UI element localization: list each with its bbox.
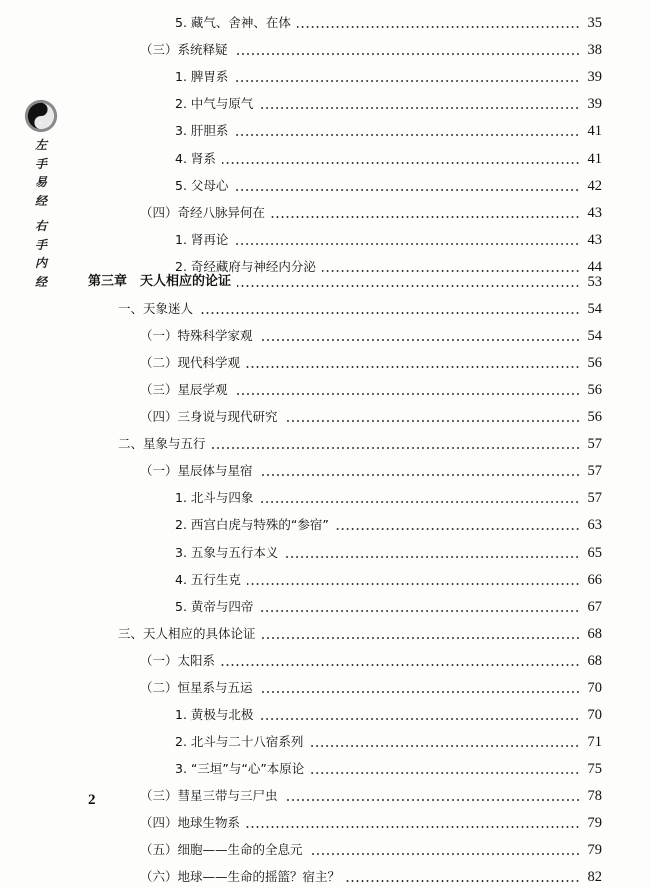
toc-entry-page: 57: [587, 490, 602, 507]
toc-entry-page: 54: [587, 328, 602, 345]
dot-leader: [234, 53, 580, 55]
toc-entry[interactable]: [175, 597, 602, 617]
dot-leader: [335, 528, 580, 530]
vertical-title-left-hand-yijing: [33, 136, 49, 210]
toc-entry-page: 75: [587, 760, 602, 777]
toc-entry[interactable]: [175, 230, 602, 250]
toc-entry-title: 2. 奇经藏府与神经内分泌: [175, 258, 316, 274]
toc-entry-title: 4. 五行生克: [175, 571, 241, 587]
toc-entry[interactable]: [175, 121, 602, 141]
dot-leader: [259, 691, 580, 693]
toc-entry-page: 71: [587, 733, 602, 750]
toc-entry[interactable]: [175, 67, 602, 87]
page-number: 2: [88, 792, 96, 808]
toc-entry-title: （五）细胞——生命的全息元: [140, 842, 303, 858]
toc-entry[interactable]: [118, 624, 602, 644]
dot-leader: [259, 474, 580, 476]
toc-entry-title: （二）现代科学观: [140, 355, 241, 371]
dot-leader: [259, 501, 580, 503]
toc-entry-title: 3. 肝胆系: [175, 123, 229, 139]
toc-entry-page: 53: [587, 274, 602, 290]
toc-entry-page: 56: [587, 355, 602, 372]
toc-entry[interactable]: [140, 461, 602, 481]
toc-entry-title: （四）奇经八脉异何在: [140, 204, 266, 220]
toc-entry[interactable]: [175, 13, 602, 33]
toc-entry-title: 第三章 天人相应的论证: [88, 274, 232, 289]
toc-entry-title: 5. 父母心: [175, 177, 229, 193]
dot-leader: [284, 799, 580, 801]
toc-entry-title: （一）太阳系: [140, 652, 216, 668]
toc-entry-page: 57: [587, 436, 602, 453]
toc-entry-page: 43: [587, 231, 602, 248]
dot-leader: [234, 189, 580, 191]
toc-entry-title: 5. 藏气、舍神、在体: [175, 15, 291, 30]
toc-entry-title: 1. 脾胃系: [175, 69, 229, 85]
toc-entry-title: （二）恒星系与五运: [140, 679, 253, 695]
toc-entry-title: （三）彗星三带与三尸虫: [140, 787, 278, 803]
toc-entry-title: 一、天象迷人: [118, 301, 194, 317]
dot-leader: [284, 420, 580, 422]
toc-entry[interactable]: [175, 176, 602, 196]
toc-entry[interactable]: [175, 543, 602, 563]
toc-entry-page: 41: [587, 150, 602, 167]
toc-entry-page: 57: [587, 463, 602, 480]
dot-leader: [284, 556, 580, 558]
toc-entry-page: 79: [587, 815, 602, 831]
dot-leader: [237, 285, 580, 287]
dot-leader: [259, 610, 580, 612]
dot-leader: [234, 243, 580, 245]
toc-entry[interactable]: [175, 705, 602, 725]
dot-leader: [259, 107, 580, 109]
toc-entry-page: 68: [587, 652, 602, 669]
toc-entry-page: 67: [587, 598, 602, 615]
toc-entry[interactable]: [140, 651, 602, 671]
toc-entry-title: （六）地球——生命的摇篮？宿主？: [140, 869, 341, 885]
toc-entry-page: 39: [587, 69, 602, 86]
toc-entry-title: 1. 黄极与北极: [175, 706, 254, 722]
toc-entry[interactable]: [175, 488, 602, 508]
chapter-entry[interactable]: [88, 272, 602, 292]
dot-leader: [262, 637, 580, 639]
toc-entry-page: 56: [587, 382, 602, 399]
toc-entry[interactable]: [118, 434, 602, 454]
toc-entry-page: 39: [587, 96, 602, 113]
toc-entry-title: （一）星辰体与星宿: [140, 463, 253, 479]
toc-entry-title: 2. 西宫白虎与特殊的“参宿”: [175, 517, 329, 533]
toc-entry-page: 35: [587, 15, 602, 31]
toc-entry-title: 3. 五象与五行本义: [175, 544, 279, 560]
dot-leader: [246, 826, 580, 828]
toc-entry-page: 43: [587, 204, 602, 221]
sidebar-decoration: [0, 0, 80, 850]
toc-entry[interactable]: [140, 867, 602, 887]
toc-entry[interactable]: [140, 813, 602, 833]
toc-entry[interactable]: [140, 203, 602, 223]
toc-entry-title: 1. 北斗与四象: [175, 490, 254, 506]
toc-entry[interactable]: [140, 840, 602, 860]
dot-leader: [346, 880, 580, 882]
yin-yang-icon: [24, 99, 58, 133]
toc-entry-page: 65: [587, 544, 602, 561]
toc-entry[interactable]: [175, 515, 602, 535]
toc-entry[interactable]: [175, 759, 602, 779]
dot-leader: [234, 80, 580, 82]
toc-entry-title: （三）星辰学观: [140, 382, 228, 398]
toc-entry[interactable]: [140, 678, 602, 698]
toc-entry-page: 44: [587, 258, 602, 275]
toc-entry[interactable]: [118, 299, 602, 319]
toc-entry-title: 5. 黄帝与四帝: [175, 598, 254, 614]
dot-leader: [234, 393, 580, 395]
toc-entry[interactable]: [140, 380, 602, 400]
vertical-char: 内: [34, 256, 47, 270]
toc-entry-page: 79: [587, 842, 602, 859]
toc-entry[interactable]: [140, 786, 602, 806]
dot-leader: [222, 162, 580, 164]
toc-entry-page: 82: [587, 869, 602, 886]
dot-leader: [310, 772, 580, 774]
vertical-title-right-hand-neijing: [33, 217, 49, 291]
toc-entry-page: 41: [587, 123, 602, 140]
toc-entry-page: 38: [587, 42, 602, 59]
toc-entry[interactable]: [140, 353, 602, 373]
dot-leader: [247, 583, 580, 585]
toc-entry[interactable]: [175, 570, 602, 590]
dot-leader: [221, 664, 580, 666]
dot-leader: [212, 447, 580, 449]
toc-entry-title: 3. “三垣”与“心”本原论: [175, 760, 305, 776]
toc-entry-title: （一）特殊科学家观: [140, 328, 253, 344]
toc-entry-page: 66: [587, 571, 602, 588]
toc-entry-page: 42: [587, 177, 602, 194]
toc-entry[interactable]: [175, 94, 602, 114]
toc-entry-page: 56: [587, 409, 602, 426]
dot-leader: [199, 312, 580, 314]
toc-entry[interactable]: [140, 40, 602, 60]
toc-entry[interactable]: [175, 149, 602, 169]
toc-entry-title: 1. 肾再论: [175, 231, 229, 247]
dot-leader: [259, 339, 580, 341]
toc-entry-page: 70: [587, 706, 602, 723]
vertical-char: 左: [34, 138, 47, 152]
toc-entry-title: 三、天人相应的具体论证: [118, 625, 256, 641]
toc-entry-title: 2. 北斗与二十八宿系列: [175, 733, 304, 749]
toc-entry-page: 78: [587, 787, 602, 804]
dot-leader: [234, 134, 580, 136]
vertical-char: 易: [34, 175, 47, 189]
dot-leader: [246, 366, 580, 368]
toc-entry-page: 70: [587, 679, 602, 696]
toc-entry[interactable]: [140, 407, 602, 427]
vertical-char: 经: [34, 274, 47, 289]
dot-leader: [297, 26, 580, 28]
dot-leader: [271, 216, 580, 218]
toc-entry-title: 二、星象与五行: [118, 436, 206, 452]
toc-entry-title: 4. 肾系: [175, 150, 216, 166]
vertical-char: 手: [34, 237, 47, 252]
toc-entry-title: （四）地球生物系: [140, 815, 241, 830]
dot-leader: [309, 853, 580, 855]
toc-entry-title: （四）三身说与现代研究: [140, 409, 278, 425]
toc-entry-title: 2. 中气与原气: [175, 96, 254, 112]
toc-entry-title: （三）系统释疑: [140, 42, 228, 58]
toc-entry-page: 54: [587, 301, 602, 318]
vertical-char: 右: [34, 219, 47, 233]
dot-leader: [259, 718, 580, 720]
vertical-char: 手: [34, 156, 47, 171]
vertical-char: 经: [34, 193, 47, 208]
dot-leader: [309, 745, 580, 747]
toc-entry[interactable]: [140, 326, 602, 346]
toc-entry[interactable]: [175, 732, 602, 752]
toc-entry-page: 68: [587, 625, 602, 642]
toc-entry-page: 63: [587, 517, 602, 534]
